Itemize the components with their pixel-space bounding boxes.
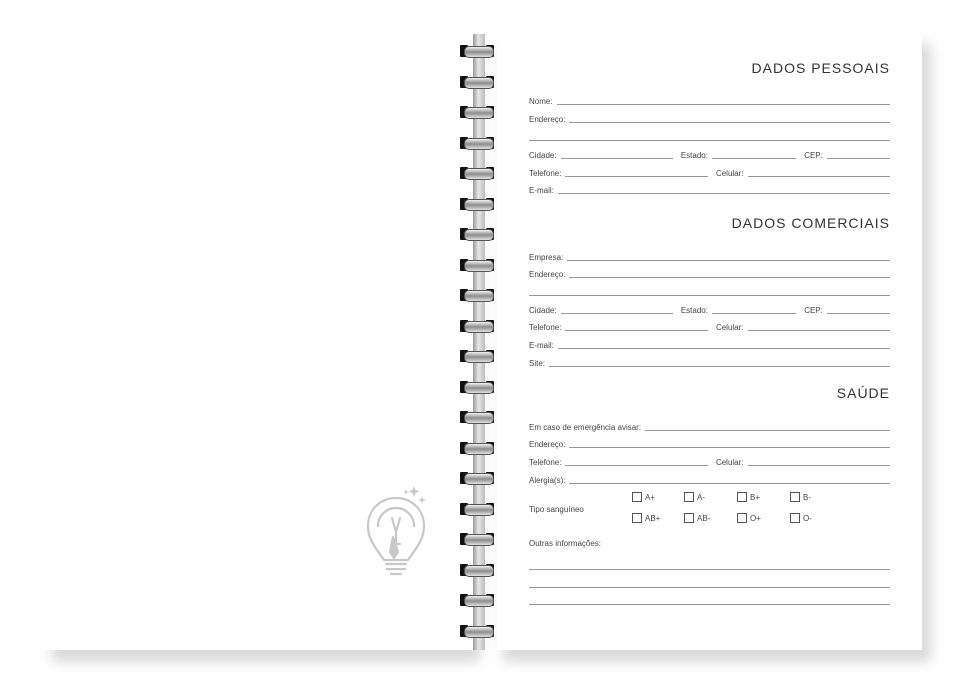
spiral-ring <box>460 287 496 303</box>
site-label: Site: <box>529 359 546 368</box>
email-field[interactable] <box>529 181 890 195</box>
checkbox[interactable] <box>684 513 694 523</box>
business-state-label: Estado: <box>680 306 708 315</box>
blood-type-label: Tipo sanguíneo <box>529 505 584 514</box>
spiral-ring <box>460 531 496 547</box>
phone-line[interactable] <box>565 176 707 177</box>
business-city-row[interactable] <box>529 301 890 315</box>
checkbox[interactable] <box>790 492 800 502</box>
name-label: Nome: <box>529 97 553 106</box>
lightbulb-icon <box>362 482 432 582</box>
other-info-line-3[interactable] <box>529 604 890 605</box>
blood-option-b-pos[interactable]: B+ <box>737 492 760 502</box>
spiral-ring <box>460 592 496 608</box>
spiral-ring <box>460 196 496 212</box>
address-field[interactable] <box>529 110 890 124</box>
business-phone-label: Telefone: <box>529 323 562 332</box>
business-mobile-label: Celular: <box>715 323 744 332</box>
checkbox[interactable] <box>632 513 642 523</box>
business-city-line[interactable] <box>561 313 673 314</box>
other-info-line-2[interactable] <box>529 587 890 588</box>
mobile-label: Celular: <box>715 169 744 178</box>
blood-option-o-neg[interactable]: O- <box>790 513 812 523</box>
spiral-ring <box>460 43 496 59</box>
business-zip-line[interactable] <box>827 313 890 314</box>
business-address-extra-line[interactable] <box>529 295 890 296</box>
company-label: Empresa: <box>529 253 564 262</box>
blood-option-a-pos[interactable]: A+ <box>632 492 655 502</box>
spiral-ring <box>460 562 496 578</box>
blood-option-o-pos[interactable]: O+ <box>737 513 761 523</box>
health-title: SAÚDE <box>836 385 890 401</box>
spiral-ring <box>460 226 496 242</box>
blood-option-a-neg[interactable]: A- <box>684 492 705 502</box>
health-address-field[interactable] <box>529 435 890 449</box>
spiral-ring <box>460 318 496 334</box>
business-city-label: Cidade: <box>529 306 557 315</box>
checkbox[interactable] <box>632 492 642 502</box>
email-line[interactable] <box>558 193 890 194</box>
checkbox[interactable] <box>737 513 747 523</box>
business-state-line[interactable] <box>712 313 796 314</box>
health-phone-line[interactable] <box>565 465 707 466</box>
other-info-line-1[interactable] <box>529 569 890 570</box>
city-label: Cidade: <box>529 151 557 160</box>
checkbox[interactable] <box>684 492 694 502</box>
spiral-ring <box>460 135 496 151</box>
state-label: Estado: <box>680 151 708 160</box>
business-address-label: Endereço: <box>529 270 566 279</box>
personal-title: DADOS PESSOAIS <box>751 60 890 76</box>
spiral-ring <box>460 470 496 486</box>
zip-label: CEP: <box>804 151 823 160</box>
spiral-ring <box>460 348 496 364</box>
spiral-ring <box>460 440 496 456</box>
spiral-ring <box>460 623 496 639</box>
health-mobile-label: Celular: <box>715 458 744 467</box>
phone-row[interactable] <box>529 164 890 178</box>
blood-option-ab-pos[interactable]: AB+ <box>632 513 660 523</box>
allergies-line[interactable] <box>569 483 890 484</box>
spiral-binding <box>460 43 500 643</box>
phone-label: Telefone: <box>529 169 562 178</box>
blood-option-b-neg[interactable]: B- <box>790 492 811 502</box>
business-email-label: E-mail: <box>529 341 554 350</box>
company-line[interactable] <box>567 260 890 261</box>
spiral-ring <box>460 409 496 425</box>
allergies-field[interactable] <box>529 471 890 485</box>
spiral-ring <box>460 104 496 120</box>
right-page <box>497 34 922 650</box>
mobile-line[interactable] <box>748 176 890 177</box>
address-extra-line[interactable] <box>529 140 890 141</box>
checkbox[interactable] <box>790 513 800 523</box>
spiral-ring <box>460 165 496 181</box>
spiral-ring <box>460 501 496 517</box>
other-info-label: Outras informações: <box>529 539 602 548</box>
name-line[interactable] <box>557 104 890 105</box>
company-field[interactable] <box>529 248 890 262</box>
health-phone-row[interactable] <box>529 453 890 467</box>
checkbox[interactable] <box>737 492 747 502</box>
business-phone-row[interactable] <box>529 318 890 332</box>
emergency-field[interactable] <box>529 418 890 432</box>
state-line[interactable] <box>712 158 796 159</box>
zip-line[interactable] <box>827 158 890 159</box>
business-email-line[interactable] <box>558 348 890 349</box>
business-mobile-line[interactable] <box>748 330 890 331</box>
emergency-line[interactable] <box>645 430 890 431</box>
spiral-ring <box>460 257 496 273</box>
health-mobile-line[interactable] <box>748 465 890 466</box>
health-phone-label: Telefone: <box>529 458 562 467</box>
health-address-label: Endereço: <box>529 440 566 449</box>
address-label: Endereço: <box>529 115 566 124</box>
allergies-label: Alergia(s): <box>529 476 566 485</box>
city-line[interactable] <box>561 158 673 159</box>
business-address-field[interactable] <box>529 265 890 279</box>
spiral-ring <box>460 379 496 395</box>
site-field[interactable] <box>529 354 890 368</box>
business-address-line[interactable] <box>569 277 890 278</box>
blood-option-ab-neg[interactable]: AB- <box>684 513 710 523</box>
business-phone-line[interactable] <box>565 330 707 331</box>
spiral-ring <box>460 74 496 90</box>
business-title: DADOS COMERCIAIS <box>731 215 890 231</box>
address-line[interactable] <box>569 122 890 123</box>
city-row[interactable] <box>529 146 890 160</box>
emergency-label: Em caso de emergência avisar: <box>529 423 642 432</box>
name-field[interactable] <box>529 92 890 106</box>
health-address-line[interactable] <box>569 447 890 448</box>
site-line[interactable] <box>549 366 890 367</box>
business-email-field[interactable] <box>529 336 890 350</box>
email-label: E-mail: <box>529 186 554 195</box>
business-zip-label: CEP: <box>804 306 823 315</box>
